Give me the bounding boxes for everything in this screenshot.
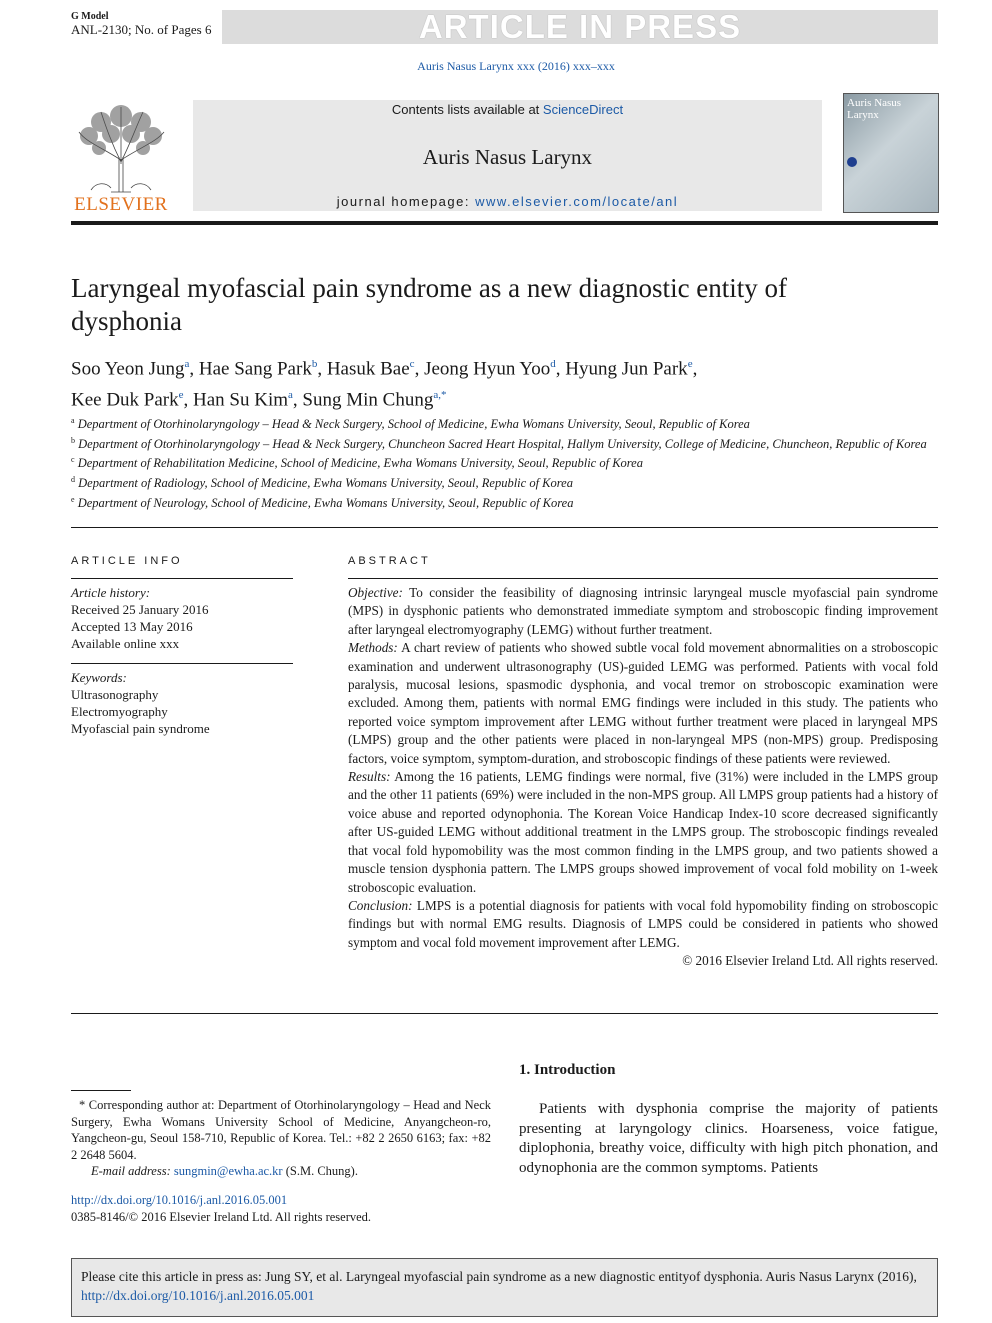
abstract-section-label: Results: <box>348 769 391 785</box>
abstract-section-text: To consider the feasibility of diagnosing intrinsic laryngeal muscle myofascial pain syndrome (MPS) in dysphonic patients who demonstrated immediate symptom and stroboscopic finding improvement after laryngeal electromyography (LEMG) without further treatment. <box>348 585 938 637</box>
author-separator: , <box>189 358 199 380</box>
cover-emblem-icon <box>847 157 857 167</box>
affiliation <box>71 472 938 492</box>
abstract-section-text: LMPS is a potential diagnosis for patients with vocal fold hypomobility finding on stroboscopic findings but with normal EMG results. Diagnosis of LMPS could be considered in patients who showed symptom and vocal fold movement improvement after LEMG. <box>348 897 939 950</box>
author-affiliation-marker[interactable]: c <box>409 358 415 370</box>
abstract-divider <box>71 1013 938 1014</box>
citation-doi-link[interactable]: http://dx.doi.org/10.1016/j.anl.2016.05.001 <box>81 1288 315 1303</box>
affiliation <box>71 492 938 512</box>
doi-link[interactable]: http://dx.doi.org/10.1016/j.anl.2016.05.001 <box>71 1193 288 1207</box>
author-list <box>71 351 871 414</box>
affiliation <box>71 433 938 453</box>
article-info-rule <box>71 578 293 579</box>
abstract-body <box>348 584 938 971</box>
abstract-section-label: Conclusion: <box>348 897 413 913</box>
abstract-copyright: © 2016 Elsevier Ireland Ltd. All rights reserved. <box>682 953 938 969</box>
journal-reference-link[interactable]: Auris Nasus Larynx xxx (2016) xxx–xxx <box>417 59 615 73</box>
abstract-section-label: Objective: <box>348 585 403 600</box>
author-line-1 <box>71 351 871 382</box>
affiliation-divider <box>71 527 938 528</box>
affiliation-text: Department of Radiology, School of Medicine, Ewha Womans University, Seoul, Republic of Korea <box>78 476 573 491</box>
citation-text <box>81 1267 929 1305</box>
journal-title: Auris Nasus Larynx <box>422 145 593 169</box>
email-line <box>71 1163 491 1180</box>
author-name: Hae Sang Park <box>198 358 312 380</box>
abstract-section <box>348 639 938 768</box>
intro-heading: 1. Introduction <box>519 1062 616 1078</box>
keywords-label: Keywords: <box>71 670 127 685</box>
keyword: Myofascial pain syndrome <box>71 721 210 736</box>
affiliation-marker: e <box>71 494 75 504</box>
header-divider <box>71 221 938 225</box>
affiliation-list <box>71 413 938 511</box>
affiliation-marker: b <box>71 435 75 445</box>
online-date: Available online xxx <box>71 636 180 651</box>
abstract-section-text: A chart review of patients who showed subtle vocal fold movement abnormalities on a stroboscopic examination and underwent ultrasonography (US)-guided LEMG was performed. Patients with vocal fold paralysis, mucosal lesions, spasmodic dysphonia, and vocal tremor on stroboscopic examination were excluded. Among them, patients with normal EMG findings were included in this study. The patients who reported voice symptom improvement after LEMG without further treatment were placed in laryngeal MPS (LMPS) group and the other patients were placed in non-laryngeal MPS (non-MPS) group. Predisposing factors, voice symptom, symptom-duration, and stroboscopic findings of these patients were reviewed. <box>348 640 938 766</box>
affiliation-marker: d <box>71 474 75 484</box>
affiliation-text: Department of Rehabilitation Medicine, School of Medicine, Ewha Womans University, Seoul, Republic of Korea <box>77 456 643 471</box>
footnote-rule <box>71 1090 131 1091</box>
affiliation-text: Department of Otorhinolaryngology – Head & Neck Surgery, Chuncheon Sacred Heart Hospital, Hallym University, College of Medicine, Chuncheon, Republic of Korea <box>78 436 927 451</box>
author-affiliation-marker[interactable]: b <box>311 358 318 370</box>
sciencedirect-link[interactable]: ScienceDirect <box>542 102 624 117</box>
abstract-section <box>348 768 938 897</box>
author-affiliation-marker[interactable]: e <box>178 389 184 402</box>
author-separator: , <box>317 358 327 380</box>
keywords-rule <box>71 663 293 664</box>
history-label: Article history: <box>71 585 151 600</box>
abstract-section <box>348 897 938 952</box>
article-id: ANL-2130; No. of Pages 6 <box>71 22 212 37</box>
contents-prefix: Contents lists available at <box>391 102 543 117</box>
author-affiliation-marker[interactable]: d <box>550 358 556 370</box>
article-history <box>71 584 293 652</box>
author-name: Jeong Hyun Yoo <box>424 358 551 380</box>
keywords-block <box>71 669 293 737</box>
corresponding-footnote <box>71 1097 491 1180</box>
author-name: Kee Duk Park <box>71 389 179 411</box>
accepted-date: Accepted 13 May 2016 <box>71 619 193 634</box>
citation-body: Please cite this article in press as: Jung SY, et al. Laryngeal myofascial pain syndrome as a new diagnostic entityof dysphonia. Auris Nasus Larynx (2016), <box>81 1269 917 1284</box>
author-separator: , <box>692 358 698 380</box>
author-separator: , <box>292 389 303 411</box>
cover-title: Auris Nasus Larynx <box>847 97 902 121</box>
affiliation-marker: a <box>71 416 75 425</box>
author-line-2 <box>71 382 871 413</box>
issn-line: 0385-8146/© 2016 Elsevier Ireland Ltd. All rights reserved. <box>71 1210 372 1224</box>
author-name: Sung Min Chung <box>302 389 434 411</box>
email-label: E-mail address: <box>91 1164 174 1178</box>
affiliation-text: Department of Neurology, School of Medicine, Ewha Womans University, Seoul, Republic of Korea <box>77 495 574 510</box>
affiliation-marker: c <box>71 455 75 465</box>
abstract-section <box>348 584 938 639</box>
article-info-heading: ARTICLE INFO <box>71 555 183 567</box>
author-affiliation-marker[interactable]: a <box>184 358 190 370</box>
abstract-section-text: Among the 16 patients, LEMG findings were normal, five (31%) were included in the LMPS group and the other 11 patients (69%) were included in the non-MPS group. All LMPS group patients had a history of voice abuse and reported odynophonia. The Korean Voice Handicap Index-10 score decreased significantly after US-guided LEMG without additional treatment in the LMPS group. The stroboscopic findings revealed that vocal fold hypomobility was the most common finding in the LMPS group, and two patients showed a muscle tension dysphonia pattern. The LMPS groups showed improvement of vocal fold mobility on 1-week stroboscopic evaluation. <box>348 769 938 895</box>
article-in-press-text: ARTICLE IN PRESS <box>418 8 742 45</box>
author-separator: , <box>555 358 566 380</box>
author-name: Hyung Jun Park <box>565 358 688 380</box>
intro-text: Patients with dysphonia comprise the majority of patients presenting at laryngology clinics. Hoarseness, voice fatigue, diplophonia, breathy voice, difficulty with high pitch phonation, and odynophonia are the common symptoms. Patients <box>519 1101 938 1176</box>
author-name: Hasuk Bae <box>326 358 410 380</box>
doi-block <box>71 1192 491 1226</box>
affiliation <box>71 452 938 472</box>
affiliation-text: Department of Otorhinolaryngology – Head & Neck Surgery, School of Medicine, Ewha Womans University, Seoul, Republic of Korea <box>77 417 750 432</box>
journal-homepage <box>193 194 822 209</box>
contents-available <box>193 102 822 117</box>
author-affiliation-marker[interactable]: a <box>288 389 293 402</box>
elsevier-wordmark: ELSEVIER <box>74 194 168 215</box>
homepage-prefix: journal homepage: <box>336 194 476 209</box>
corresponding-author: * Corresponding author at: Department of Otorhinolaryngology – Head and Neck Surgery, Ewha Womans University School of Medicine, Anyangcheon-ro, Yangcheon-gu, Seoul 158-710, Republic of Korea. Tel.: +82 2 2650 6163; fax: +82 2 2648 5604. <box>71 1098 491 1162</box>
email-suffix: (S.M. Chung). <box>282 1164 358 1178</box>
received-date: Received 25 January 2016 <box>71 602 209 617</box>
author-name: Soo Yeon Jung <box>71 358 185 380</box>
affiliation <box>71 413 938 433</box>
author-affiliation-marker[interactable]: e <box>687 358 693 370</box>
author-separator: , <box>183 389 194 411</box>
keyword: Electromyography <box>71 704 168 719</box>
author-affiliation-marker[interactable]: a,* <box>433 389 447 402</box>
author-separator: , <box>414 358 425 380</box>
homepage-link[interactable]: www.elsevier.com/locate/anl <box>475 194 679 209</box>
email-link[interactable]: sungmin@ewha.ac.kr <box>173 1164 283 1178</box>
keyword: Ultrasonography <box>71 687 159 702</box>
abstract-section-label: Methods: <box>348 640 398 656</box>
author-name: Han Su Kim <box>193 389 289 411</box>
abstract-rule <box>348 578 938 579</box>
abstract-heading: ABSTRACT <box>348 555 431 567</box>
g-model-label: G Model <box>71 11 109 22</box>
article-title: Laryngeal myofascial pain syndrome as a new diagnostic entity of dysphonia <box>71 273 788 336</box>
